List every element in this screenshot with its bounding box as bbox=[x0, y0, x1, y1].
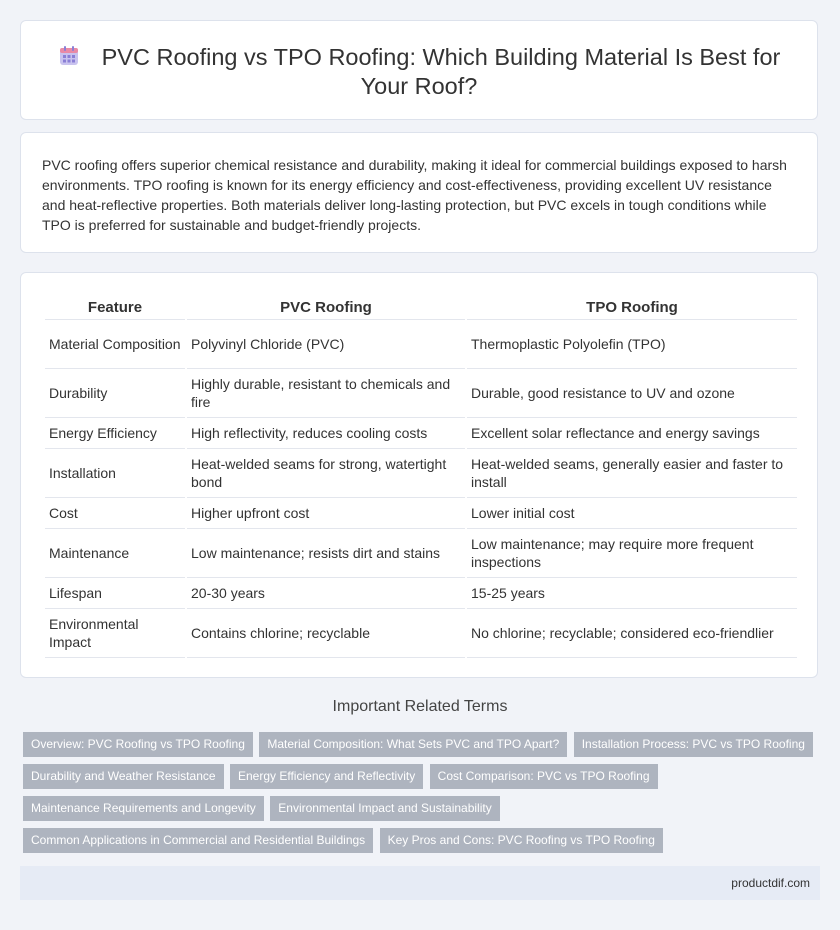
page-title: PVC Roofing vs TPO Roofing: Which Building Material Is Best for Your Roof? bbox=[101, 44, 781, 99]
footer-site-link[interactable]: productdif.com bbox=[731, 876, 810, 890]
table-cell-feature: Cost bbox=[45, 498, 185, 529]
table-cell-tpo: Heat-welded seams, generally easier and faster to install bbox=[467, 449, 797, 498]
related-term-tag[interactable]: Cost Comparison: PVC vs TPO Roofing bbox=[430, 764, 658, 789]
table-cell-tpo: Lower initial cost bbox=[467, 498, 797, 529]
comparison-table bbox=[43, 297, 799, 658]
related-term-tag[interactable]: Installation Process: PVC vs TPO Roofing bbox=[574, 732, 813, 757]
table-row bbox=[45, 529, 797, 578]
table-cell-feature: Lifespan bbox=[45, 578, 185, 609]
related-term-tag[interactable]: Material Composition: What Sets PVC and TPO Apart? bbox=[259, 732, 567, 757]
intro-card bbox=[20, 132, 818, 253]
table-row bbox=[45, 320, 797, 369]
header-tpo: TPO Roofing bbox=[467, 297, 797, 320]
table-cell-tpo: Low maintenance; may require more frequent inspections bbox=[467, 529, 797, 578]
table-row bbox=[45, 609, 797, 658]
intro-paragraph: PVC roofing offers superior chemical resistance and durability, making it ideal for commercial buildings exposed to harsh environments. TPO roofing is known for its energy efficiency and cost-effectiveness, providing excellent UV resistance and heat-reflective properties. Both materials deliver long-lasting protection, but PVC excels in tough conditions while TPO is preferred for sustainable and budget-friendly projects. bbox=[42, 157, 787, 233]
table-cell-feature: Environmental Impact bbox=[45, 609, 185, 658]
table-cell-pvc: Highly durable, resistant to chemicals and fire bbox=[187, 369, 465, 418]
table-cell-pvc: Polyvinyl Chloride (PVC) bbox=[187, 320, 465, 369]
table-cell-feature: Maintenance bbox=[45, 529, 185, 578]
table-cell-pvc: High reflectivity, reduces cooling costs bbox=[187, 418, 465, 449]
table-cell-tpo: No chlorine; recyclable; considered eco-friendlier bbox=[467, 609, 797, 658]
footer bbox=[20, 866, 820, 900]
related-terms-heading: Important Related Terms bbox=[332, 698, 508, 715]
table-cell-tpo: Excellent solar reflectance and energy savings bbox=[467, 418, 797, 449]
table-cell-pvc: Contains chlorine; recyclable bbox=[187, 609, 465, 658]
comparison-table-card bbox=[20, 272, 818, 678]
related-terms-list bbox=[23, 732, 813, 860]
table-cell-feature: Installation bbox=[45, 449, 185, 498]
table-row bbox=[45, 498, 797, 529]
table-cell-feature: Material Composition bbox=[45, 320, 185, 369]
related-term-tag[interactable]: Key Pros and Cons: PVC Roofing vs TPO Roofing bbox=[380, 828, 663, 853]
table-cell-pvc: 20-30 years bbox=[187, 578, 465, 609]
title-card bbox=[20, 20, 818, 120]
related-term-tag[interactable]: Durability and Weather Resistance bbox=[23, 764, 224, 789]
related-term-tag[interactable]: Environmental Impact and Sustainability bbox=[270, 796, 499, 821]
related-term-tag[interactable]: Energy Efficiency and Reflectivity bbox=[230, 764, 423, 789]
table-cell-tpo: 15-25 years bbox=[467, 578, 797, 609]
table-cell-feature: Energy Efficiency bbox=[45, 418, 185, 449]
table-cell-pvc: Higher upfront cost bbox=[187, 498, 465, 529]
table-cell-tpo: Durable, good resistance to UV and ozone bbox=[467, 369, 797, 418]
table-cell-pvc: Heat-welded seams for strong, watertight bond bbox=[187, 449, 465, 498]
header-pvc: PVC Roofing bbox=[187, 297, 465, 320]
table-header-row bbox=[45, 297, 797, 320]
table-cell-pvc: Low maintenance; resists dirt and stains bbox=[187, 529, 465, 578]
table-cell-tpo: Thermoplastic Polyolefin (TPO) bbox=[467, 320, 797, 369]
related-term-tag[interactable]: Overview: PVC Roofing vs TPO Roofing bbox=[23, 732, 253, 757]
table-row bbox=[45, 418, 797, 449]
related-term-tag[interactable]: Common Applications in Commercial and Residential Buildings bbox=[23, 828, 373, 853]
table-row bbox=[45, 578, 797, 609]
table-cell-feature: Durability bbox=[45, 369, 185, 418]
table-row bbox=[45, 369, 797, 418]
table-row bbox=[45, 449, 797, 498]
related-term-tag[interactable]: Maintenance Requirements and Longevity bbox=[23, 796, 264, 821]
calendar-icon bbox=[58, 45, 80, 67]
header-feature: Feature bbox=[45, 297, 185, 320]
